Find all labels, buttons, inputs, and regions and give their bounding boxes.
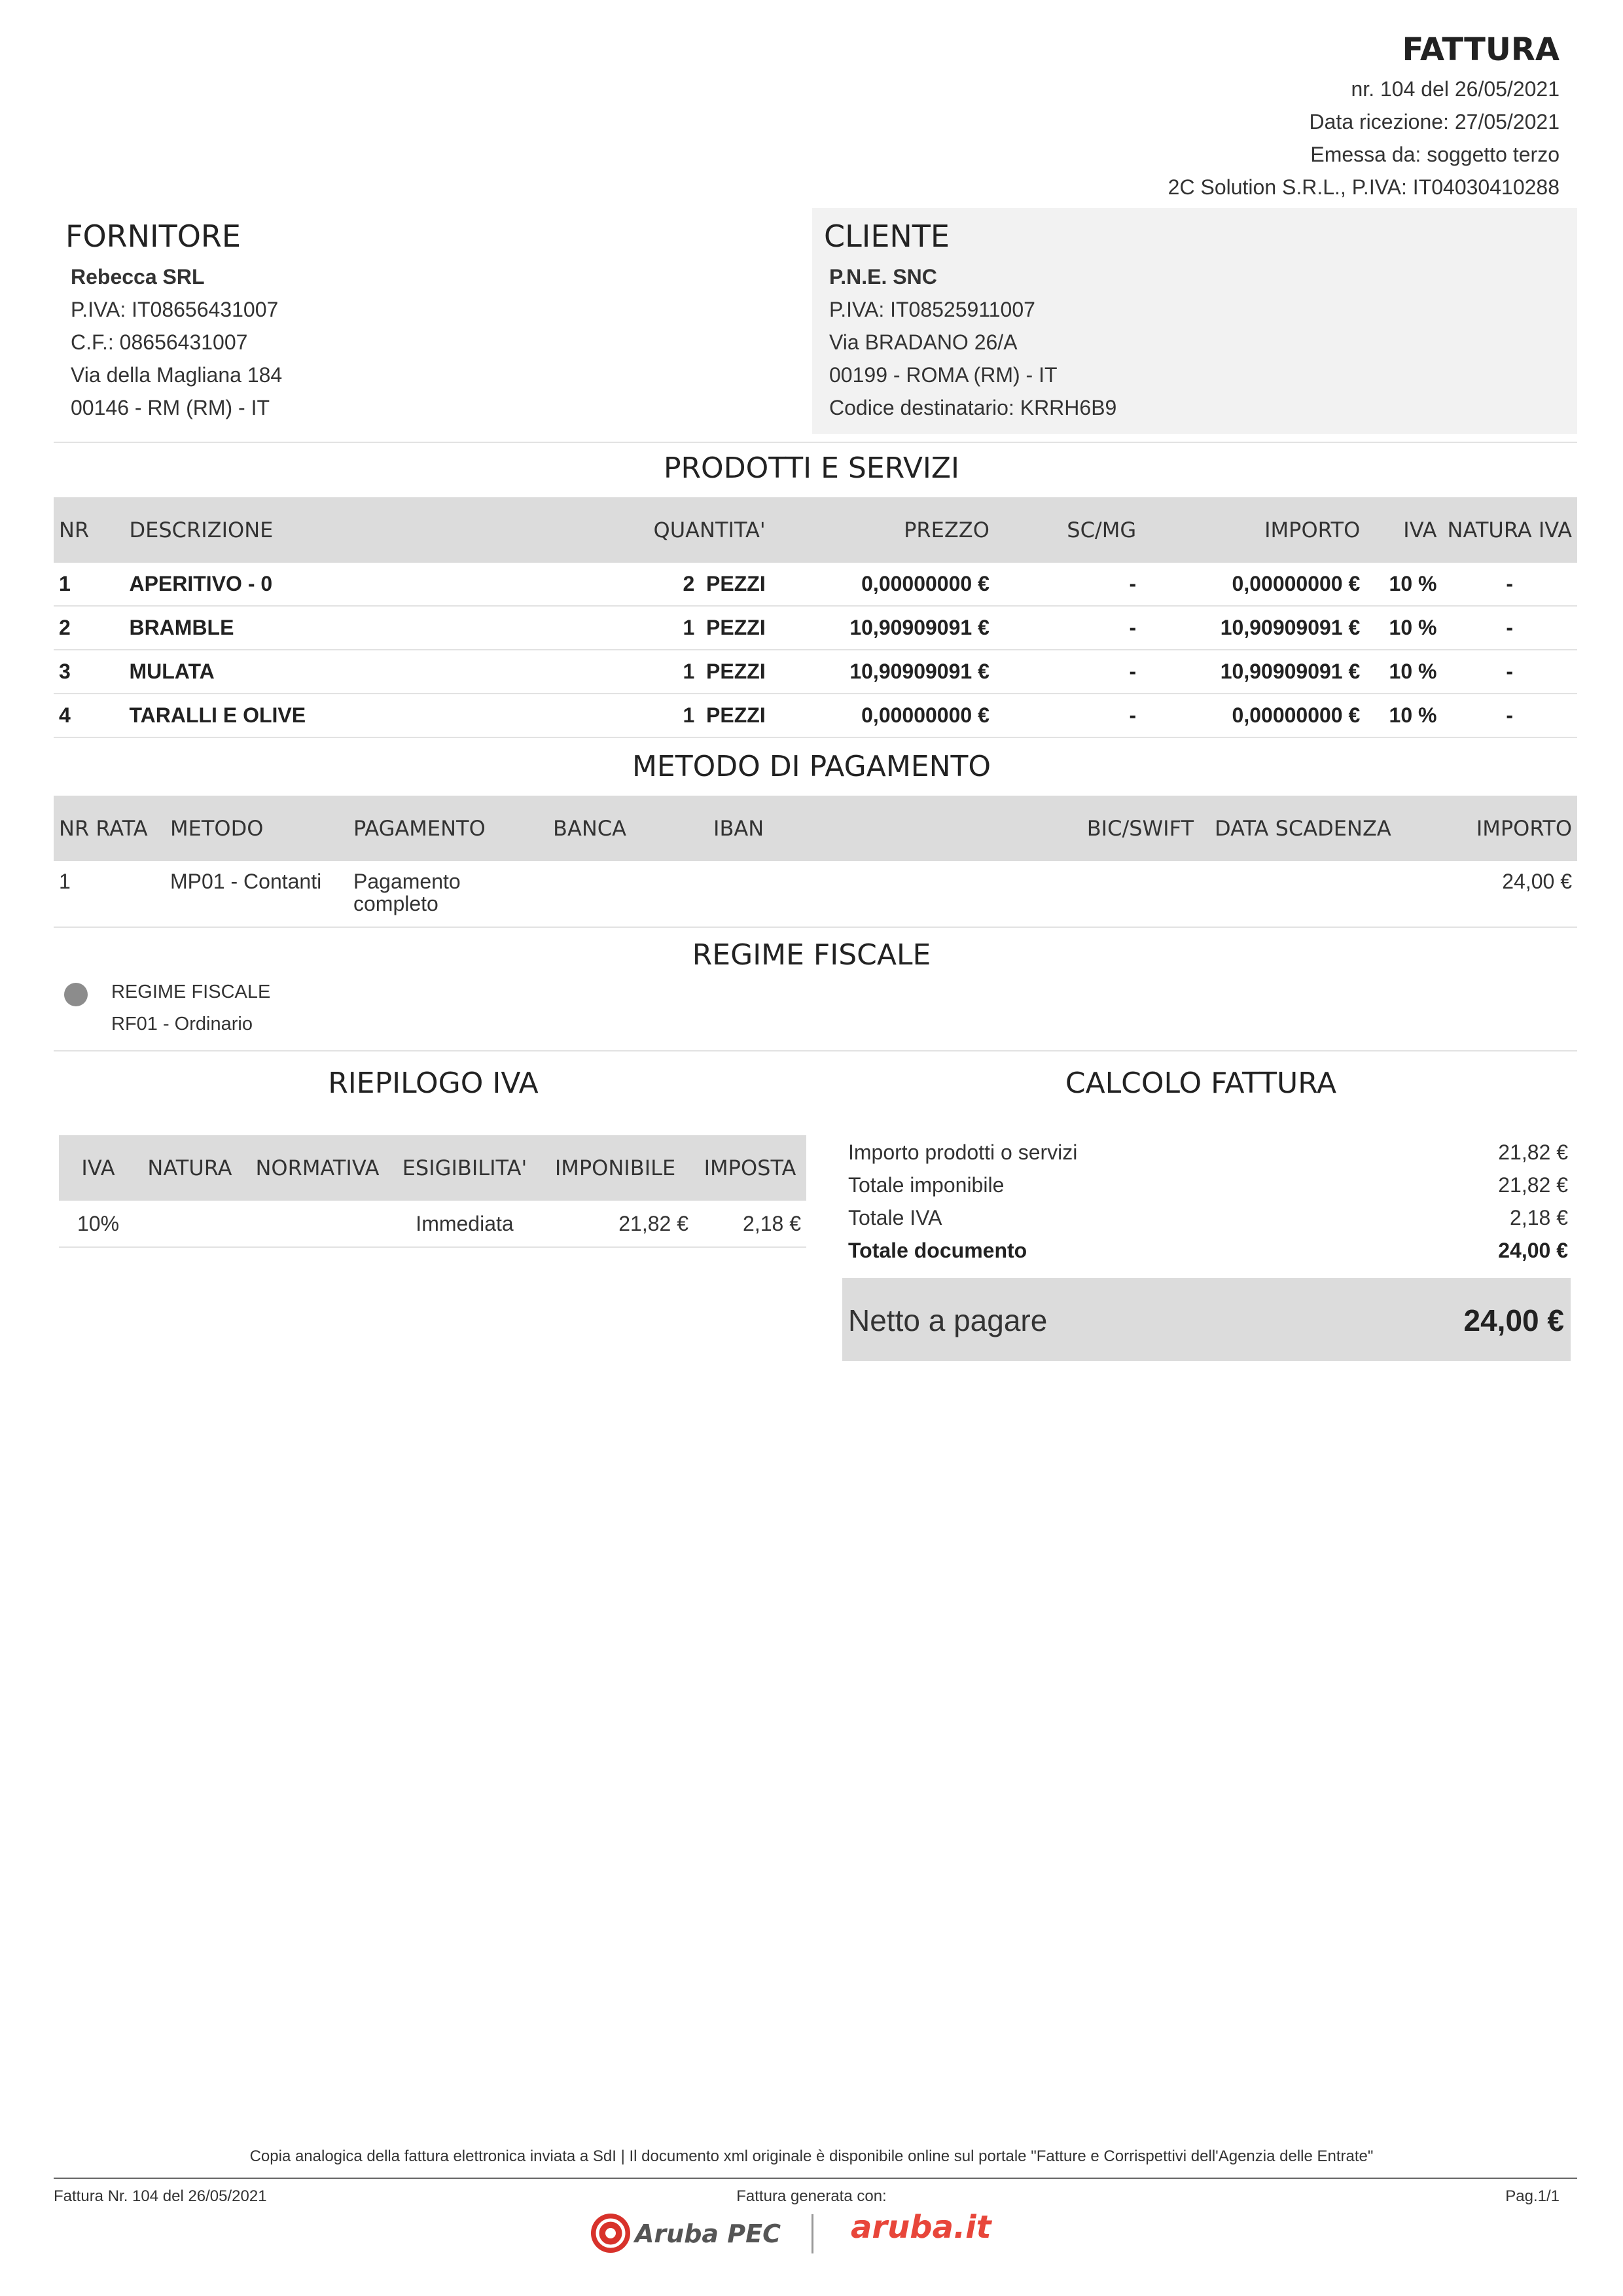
row-discount: - — [1129, 703, 1137, 727]
invoice-number: nr. 104 del 26/05/2021 — [1351, 77, 1560, 101]
vat-summary-table — [59, 1135, 806, 1248]
col-vat: IVA — [1403, 518, 1437, 542]
client-name: P.N.E. SNC — [829, 265, 937, 289]
row-description: TARALLI E OLIVE — [129, 703, 306, 727]
row-nr: 4 — [59, 703, 71, 727]
table-row — [54, 650, 1577, 694]
footer-divider — [54, 2178, 1577, 2179]
net-to-pay-label: Netto a pagare — [848, 1303, 1048, 1337]
supplier-city: 00146 - RM (RM) - IT — [71, 396, 270, 419]
col-bic: BIC/SWIFT — [1086, 816, 1194, 841]
row-nr: 3 — [59, 660, 71, 683]
row-vat-nature: - — [1506, 572, 1514, 595]
col-law: NORMATIVA — [255, 1156, 380, 1180]
calc-row-taxable — [848, 1173, 1568, 1206]
issued-by: Emessa da: soggetto terzo — [1310, 143, 1560, 166]
footer-page: Pag.1/1 — [1505, 2187, 1560, 2205]
col-due-date: DATA SCADENZA — [1215, 816, 1391, 841]
table-row — [59, 1201, 806, 1247]
client-city: 00199 - ROMA (RM) - IT — [829, 363, 1058, 387]
row-due-date — [1199, 861, 1448, 927]
net-to-pay-box — [842, 1278, 1571, 1361]
col-tax: IMPOSTA — [704, 1156, 796, 1180]
products-header-row — [54, 497, 1577, 563]
col-description: DESCRIZIONE — [129, 518, 274, 542]
divider — [54, 1050, 1577, 1051]
col-amount: IMPORTO — [1264, 518, 1361, 542]
row-price: 10,90909091 € — [849, 616, 990, 639]
tax-regime-heading: REGIME FISCALE — [692, 938, 931, 972]
row-amount: 0,00000000 € — [1232, 572, 1361, 595]
row-vat-nature: - — [1506, 703, 1514, 727]
row-price: 10,90909091 € — [849, 660, 990, 683]
row-vat: 10 % — [1389, 703, 1437, 727]
net-to-pay-value: 24,00 € — [1463, 1303, 1564, 1337]
row-amount: 0,00000000 € — [1232, 703, 1361, 727]
row-payment-line1: Pagamento — [353, 870, 461, 893]
calc-row-total — [848, 1239, 1568, 1271]
logo-separator — [812, 2214, 813, 2253]
supplier-name: Rebecca SRL — [71, 265, 205, 289]
supplier-piva: P.IVA: IT08656431007 — [71, 298, 279, 321]
row-amount: 10,90909091 € — [1220, 616, 1361, 639]
calc-label: Totale IVA — [848, 1206, 942, 1229]
calc-label: Totale documento — [848, 1239, 1027, 1262]
payment-table — [54, 796, 1577, 928]
supplier-heading: FORNITORE — [65, 219, 241, 254]
col-nature: NATURA — [147, 1156, 232, 1180]
row-quantity: 1 PEZZI — [683, 703, 766, 727]
footer-generated-with: Fattura generata con: — [736, 2187, 887, 2205]
col-quantity: QUANTITA' — [653, 518, 766, 542]
client-recipient-code: Codice destinatario: KRRH6B9 — [829, 396, 1117, 419]
received-date: Data ricezione: 27/05/2021 — [1309, 110, 1560, 133]
client-box — [812, 208, 1577, 434]
row-quantity: 1 PEZZI — [683, 660, 766, 683]
col-iva: IVA — [81, 1156, 115, 1180]
products-table — [54, 497, 1577, 738]
footer-invoice-ref: Fattura Nr. 104 del 26/05/2021 — [54, 2187, 267, 2205]
payment-header-row — [54, 796, 1577, 861]
aruba-pec-text: Aruba PEC — [635, 2219, 781, 2248]
calc-value: 24,00 € — [1498, 1239, 1568, 1262]
row-quantity: 1 PEZZI — [683, 616, 766, 639]
client-heading: CLIENTE — [824, 219, 950, 254]
row-nature — [137, 1201, 242, 1247]
row-vat: 10 % — [1389, 660, 1437, 683]
supplier-address: Via della Magliana 184 — [71, 363, 283, 387]
row-description: APERITIVO - 0 — [129, 572, 273, 595]
col-method: METODO — [170, 816, 264, 841]
table-row — [54, 694, 1577, 737]
bullet-icon — [64, 983, 88, 1006]
row-quantity: 2 PEZZI — [683, 572, 766, 595]
aruba-pec-seal-icon — [588, 2210, 633, 2256]
tax-regime-value: RF01 - Ordinario — [111, 1014, 253, 1034]
calc-value: 21,82 € — [1498, 1140, 1568, 1164]
aruba-pec-logo — [588, 2210, 781, 2256]
row-discount: - — [1129, 572, 1137, 595]
row-nr: 1 — [59, 572, 71, 595]
vat-header-row — [59, 1135, 806, 1201]
products-heading: PRODOTTI E SERVIZI — [663, 451, 960, 485]
calc-row-products — [848, 1140, 1568, 1173]
client-piva: P.IVA: IT08525911007 — [829, 298, 1035, 321]
row-amount: 10,90909091 € — [1220, 660, 1361, 683]
col-amount: IMPORTO — [1476, 816, 1572, 841]
invoice-title: FATTURA — [1402, 31, 1560, 68]
row-iva: 10% — [77, 1211, 120, 1235]
row-amount: 24,00 € — [1502, 870, 1572, 893]
row-chargeability: Immediata — [416, 1211, 514, 1235]
divider — [54, 442, 1577, 443]
calc-label: Importo prodotti o servizi — [848, 1140, 1078, 1164]
table-row — [54, 606, 1577, 650]
col-bank: BANCA — [553, 816, 627, 841]
row-vat-nature: - — [1506, 616, 1514, 639]
row-payment — [348, 861, 548, 927]
col-vat-nature: NATURA IVA — [1447, 518, 1572, 542]
row-bic — [1061, 861, 1199, 927]
footer-disclaimer: Copia analogica della fattura elettronica inviata a SdI | Il documento xml originale è disponibile online sul portale "Fatture e Corrispettivi dell'Agenzia delle Entrate" — [249, 2147, 1374, 2165]
row-vat: 10 % — [1389, 572, 1437, 595]
aruba-it-logo: aruba.it — [851, 2209, 991, 2246]
row-taxable: 21,82 € — [618, 1211, 688, 1235]
row-installment: 1 — [59, 870, 71, 893]
table-row — [54, 861, 1577, 927]
col-taxable: IMPONIBILE — [554, 1156, 676, 1180]
row-price: 0,00000000 € — [861, 572, 990, 595]
table-row — [54, 563, 1577, 606]
row-vat-nature: - — [1506, 660, 1514, 683]
col-iban: IBAN — [713, 816, 764, 841]
row-discount: - — [1129, 660, 1137, 683]
supplier-box — [54, 208, 801, 434]
calc-heading: CALCOLO FATTURA — [1065, 1067, 1337, 1100]
row-payment-line2: completo — [353, 892, 438, 915]
row-description: BRAMBLE — [129, 616, 234, 639]
col-nr: NR — [59, 518, 90, 542]
calc-label: Totale imponibile — [848, 1173, 1005, 1197]
client-address: Via BRADANO 26/A — [829, 330, 1018, 354]
row-law — [242, 1201, 393, 1247]
col-price: PREZZO — [904, 518, 990, 542]
col-installment: NR RATA — [59, 816, 148, 841]
row-description: MULATA — [129, 660, 215, 683]
calc-row-vat — [848, 1206, 1568, 1239]
row-nr: 2 — [59, 616, 71, 639]
row-vat: 10 % — [1389, 616, 1437, 639]
calc-value: 2,18 € — [1510, 1206, 1568, 1229]
row-bank — [548, 861, 708, 927]
row-tax: 2,18 € — [743, 1211, 801, 1235]
col-payment: PAGAMENTO — [353, 816, 486, 841]
vat-summary-heading: RIEPILOGO IVA — [328, 1067, 539, 1100]
row-discount: - — [1129, 616, 1137, 639]
issuer: 2C Solution S.R.L., P.IVA: IT04030410288 — [1168, 175, 1560, 199]
supplier-cf: C.F.: 08656431007 — [71, 330, 248, 354]
row-price: 0,00000000 € — [861, 703, 990, 727]
payment-heading: METODO DI PAGAMENTO — [632, 750, 991, 783]
row-iban — [708, 861, 1061, 927]
tax-regime-label: REGIME FISCALE — [111, 981, 271, 1002]
row-method: MP01 - Contanti — [170, 870, 322, 893]
col-discount: SC/MG — [1067, 518, 1137, 542]
calc-value: 21,82 € — [1498, 1173, 1568, 1197]
col-chargeability: ESIGIBILITA' — [402, 1156, 527, 1180]
